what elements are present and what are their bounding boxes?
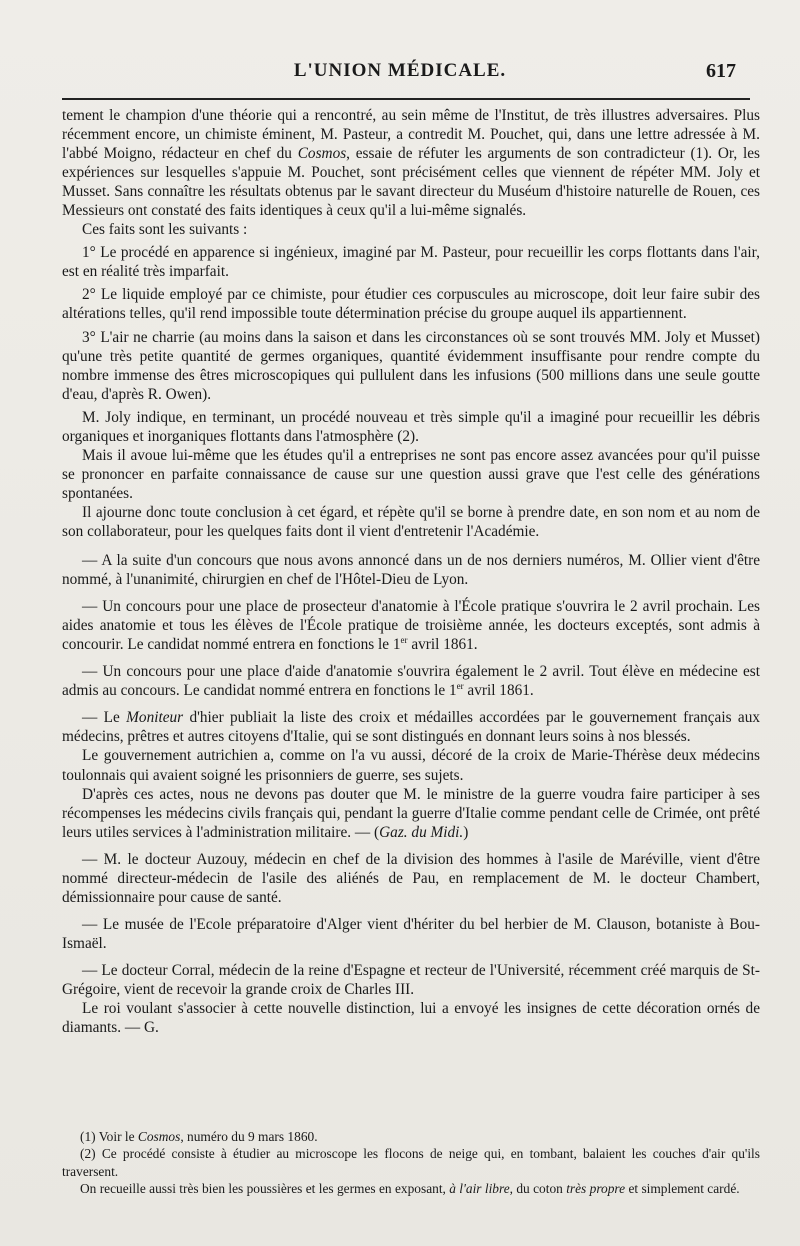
paragraph <box>62 785 760 842</box>
text-run: et simplement cardé. <box>625 1181 740 1197</box>
paragraph: — A la suite d'un concours que nous avons annoncé dans un de nos derniers numéros, M. Ollier vient d'être nommé, à l'unanimité, chirurgien en chef de l'Hôtel-Dieu de Lyon. <box>62 552 760 589</box>
superscript: er <box>400 635 408 646</box>
paragraph: — M. le docteur Auzouy, médecin en chef de la division des hommes à l'asile de Maréville, vient d'être nommé directeur-médecin de l'asile des aliénés de Pau, en remplacement de M. le docteur Chambert, démissionnaire pour cause de santé. <box>62 850 760 906</box>
footnotes <box>62 1128 760 1198</box>
italic-text: très propre <box>566 1181 626 1197</box>
header-rule <box>62 98 750 100</box>
text-run: — Un concours pour une place d'aide d'anatomie s'ouvrira également le 2 avril. Tout élève en médecine est admis au concours. Le candidat nommé entrera en fonctions le 1 <box>62 663 760 700</box>
italic-text: Cosmos <box>297 145 347 163</box>
paragraph: — Le musée de l'Ecole préparatoire d'Alger vient d'hériter du bel herbier de M. Clauson, botaniste à Bou-Ismaël. <box>62 915 760 952</box>
paragraph: Ces faits sont les suivants : <box>82 221 248 239</box>
text-run: On recueille aussi très bien les poussières et les germes en exposant, <box>80 1181 450 1197</box>
text-run: avril 1861. <box>463 682 534 700</box>
italic-text: à l'air libre <box>449 1181 510 1197</box>
footnote: (2) Ce procédé consiste à étudier au microscope les flocons de neige qui, en tombant, balaient les couches d'air qu'ils traversent. <box>62 1146 760 1179</box>
italic-text: Cosmos <box>137 1129 181 1144</box>
footnote <box>62 1128 760 1145</box>
superscript: er <box>456 681 464 692</box>
text-run: — Un concours pour une place de prosecteur d'anatomie à l'École pratique s'ouvrira le 2 avril prochain. Les aides anatomie et tous les élèves de l'École pratique de troisième année, les docteurs exceptés, sont admis à concourir. Le candidat nommé entrera en fonctions le 1 <box>62 598 760 654</box>
text-run: (1) Voir le <box>80 1129 138 1144</box>
paragraph <box>62 597 760 654</box>
text-run: tement le champion d'une théorie qui a rencontré, au sein même de l'Institut, de très illustres adversaires. Plus récemment encore, un chimiste éminent, M. Pasteur, a contredit M. Pouchet, qui, dans une lettre adressée à M. l'abbé Moigno, rédacteur en chef du <box>62 107 760 163</box>
article-body <box>62 106 760 1037</box>
paragraph: 2° Le liquide employé par ce chimiste, pour étudier ces corpuscules au microscope, doit leur faire subir des altérations telles, qu'il rend impossible toute détermination précise du groupe auquel ils appartiennent. <box>62 286 760 323</box>
paragraph: 1° Le procédé en apparence si ingénieux, imaginé par M. Pasteur, pour recueillir les corps flottants dans l'air, est en réalité très imparfait. <box>62 244 760 281</box>
paragraph: Il ajourne donc toute conclusion à cet égard, et répète qu'il se borne à prendre date, en son nom et au nom de son collaborateur, pour les quelques faits dont il vient d'entretenir l'Académie. <box>62 503 760 540</box>
italic-text: Moniteur <box>126 709 184 727</box>
page-number: 617 <box>706 60 736 82</box>
text-run: D'après ces actes, nous ne devons pas douter que M. le ministre de la guerre voudra faire participer à ses récompenses les médecins civils français qui, pendant la guerre d'Italie comme pendant celle de Crimée, ont prêté leurs utiles services à l'administration militaire. — ( <box>62 785 760 841</box>
paragraph: Mais il avoue lui-même que les études qu'il a entreprises ne sont pas encore assez avancées pour qu'il puisse se prononcer en parfaite connaissance de cause sur une question aussi grave que l'est celle des générations spontanées. <box>62 446 760 502</box>
paragraph <box>62 662 760 700</box>
paragraph <box>62 708 760 746</box>
text-run: , numéro du 9 mars 1860. <box>180 1129 318 1144</box>
text-run: , du coton <box>509 1181 567 1197</box>
text-run: — Le <box>82 709 127 727</box>
footnote <box>62 1180 760 1197</box>
paragraph: M. Joly indique, en terminant, un procédé nouveau et très simple qu'il a imaginé pour recueillir les débris organiques et inorganiques flottants dans l'atmosphère (2). <box>62 408 760 445</box>
text-run: ) <box>463 823 469 841</box>
running-head <box>0 56 800 90</box>
running-title: L'UNION MÉDICALE. <box>293 60 507 81</box>
text-run: d'hier publiait la liste des croix et médailles accordées par le gouvernement français aux médecins, prêtres et autres citoyens d'Italie, qui se sont distingués en donnant leurs soins à nos blessés. <box>62 709 760 746</box>
italic-text: Gaz. du Midi. <box>379 823 464 841</box>
paragraph: Le roi voulant s'associer à cette nouvelle distinction, lui a envoyé les insignes de cette décoration ornés de diamants. — G. <box>62 1000 760 1037</box>
paragraph: — Le docteur Corral, médecin de la reine d'Espagne et recteur de l'Université, récemment créé marquis de St-Grégoire, vient de recevoir la grande croix de Charles III. <box>62 961 760 998</box>
paragraph: Le gouvernement autrichien a, comme on l'a vu aussi, décoré de la croix de Marie-Thérèse deux médecins toulonnais qui avaient soigné les prisonniers de guerre, ses sujets. <box>62 747 760 784</box>
text-run: avril 1861. <box>407 636 478 654</box>
paragraph <box>62 106 760 220</box>
text-run: , essaie de réfuter les arguments de son contradicteur (1). Or, les expériences sur lesquelles s'appuie M. Pouchet, sont précisément celles que viennent de répéter MM. Joly et Musset. Sans connaître les résultats obtenus par le savant directeur du Muséum d'histoire naturelle de Rouen, ces Messieurs ont constaté des faits identiques à ceux qu'il a lui-même signalés. <box>62 145 760 220</box>
paragraph: 3° L'air ne charrie (au moins dans la saison et dans les circonstances où se sont trouvés MM. Joly et Musset) qu'une très petite quantité de germes organiques, quantité évidemment insuffisante pour rendre compte du nombre immense des êtres microscopiques qui pullulent dans les infusions (500 millions dans une seule goutte d'eau, d'après R. Owen). <box>62 328 760 403</box>
